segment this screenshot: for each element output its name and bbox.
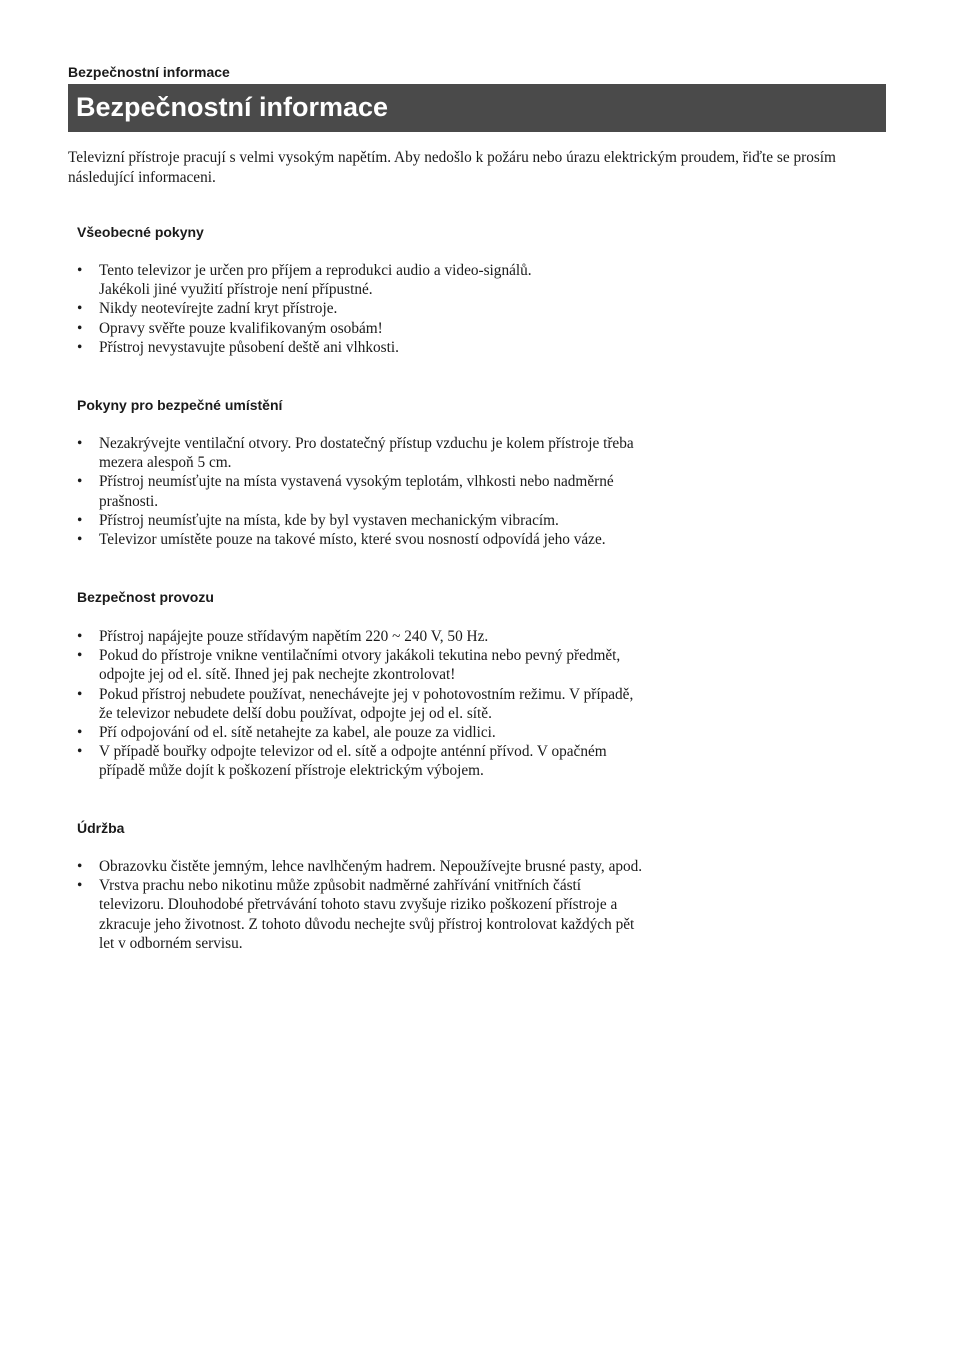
list-item-line: že televizor nebudete delší dobu používat, odpojte jej od el. sítě. <box>99 704 492 722</box>
list-item-line: • Nikdy neotevírejte zadní kryt přístroje. <box>99 300 338 318</box>
list-item-line: • Pří odpojování od el. sítě netahejte za kabel, ale pouze za vidlici. <box>99 724 496 742</box>
list-item <box>77 511 717 530</box>
list-item-line: prašnosti. <box>99 492 159 510</box>
title-bar <box>68 84 886 132</box>
list-item-line: • Vrstva prachu nebo nikotinu může způsobit nadměrné zahřívání vnitřních částí <box>99 877 582 895</box>
list-item <box>77 299 717 318</box>
bullet-list-placement <box>77 434 717 549</box>
list-item-line: televizoru. Dlouhodobé přetrvávání tohoto stavu zvyšuje riziko poškození přístroje a <box>99 896 618 914</box>
list-item <box>77 319 717 338</box>
list-item-line: • Obrazovku čistěte jemným, lehce navlhčeným hadrem. Nepoužívejte brusné pasty, apod. <box>99 858 643 875</box>
list-item-line: • Pokud do přístroje vnikne ventilačními otvory jakákoli tekutina nebo pevný předmět, <box>99 647 621 665</box>
list-item <box>77 261 717 299</box>
list-item <box>77 338 717 357</box>
list-item-line: zkracuje jeho životnost. Z tohoto důvodu nechejte svůj přístroj kontrolovat každých pět <box>99 915 635 933</box>
list-item <box>77 685 717 723</box>
section-heading-general: Všeobecné pokyny <box>77 224 204 240</box>
list-item-line: • Tento televizor je určen pro příjem a reprodukci audio a video-signálů. <box>99 262 532 279</box>
list-item <box>77 530 717 549</box>
list-item-line: • Pokud přístroj nebudete používat, nenechávejte jej v pohotovostním režimu. V případě, <box>99 685 634 703</box>
list-item-line: • Přístroj neumísťujte na místa vystavená vysokým teplotám, vlhkosti nebo nadměrné <box>99 473 614 491</box>
list-item <box>77 472 717 510</box>
list-item-line: odpojte jej od el. sítě. Ihned jej pak nechejte zkontrolovat! <box>99 666 456 684</box>
running-head: Bezpečnostní informace <box>68 64 230 80</box>
list-item-line: • Opravy svěřte pouze kvalifikovaným osobám! <box>99 319 383 337</box>
section-heading-placement: Pokyny pro bezpečné umístění <box>77 397 283 413</box>
list-item-line: • Přístroj nevystavujte působení deště ani vlhkosti. <box>99 338 399 356</box>
section-heading-operation: Bezpečnost provozu <box>77 589 214 605</box>
list-item <box>77 723 717 742</box>
list-item-line: let v odborném servisu. <box>99 934 243 952</box>
list-item <box>77 627 717 646</box>
section-heading-maintenance: Údržba <box>77 820 125 836</box>
bullet-list-operation <box>77 627 717 781</box>
list-item-line: případě může dojít k poškození přístroje elektrickým výbojem. <box>99 762 484 780</box>
list-item <box>77 434 717 472</box>
list-item-line: • Přístroj neumísťujte na místa, kde by byl vystaven mechanickým vibracím. <box>99 511 559 529</box>
list-item <box>77 646 717 684</box>
list-item-line: • V případě bouřky odpojte televizor od el. sítě a odpojte anténní přívod. V opačném <box>99 743 607 761</box>
list-item <box>77 742 717 780</box>
page-title: Bezpečnostní informace <box>76 92 389 122</box>
list-item <box>77 876 717 953</box>
list-item-line: • Televizor umístěte pouze na takové místo, které svou nosností odpovídá jeho váze. <box>99 531 606 549</box>
intro-paragraph: Televizní přístroje pracují s velmi vysokým napětím. Aby nedošlo k požáru nebo úrazu elektrickým proudem, řiďte se prosím následující informaceni. <box>68 149 836 186</box>
list-item-line: • Přístroj napájejte pouze střídavým napětím 220 ~ 240 V, 50 Hz. <box>99 628 489 645</box>
bullet-list-general <box>77 261 717 357</box>
list-item-line: mezera alespoň 5 cm. <box>99 454 232 472</box>
list-item-line: Jakékoli jiné využití přístroje není přípustné. <box>99 281 373 299</box>
list-item-line: • Nezakrývejte ventilační otvory. Pro dostatečný přístup vzduchu je kolem přístroje třeba <box>99 435 634 452</box>
bullet-list-maintenance <box>77 857 717 953</box>
list-item <box>77 857 717 876</box>
